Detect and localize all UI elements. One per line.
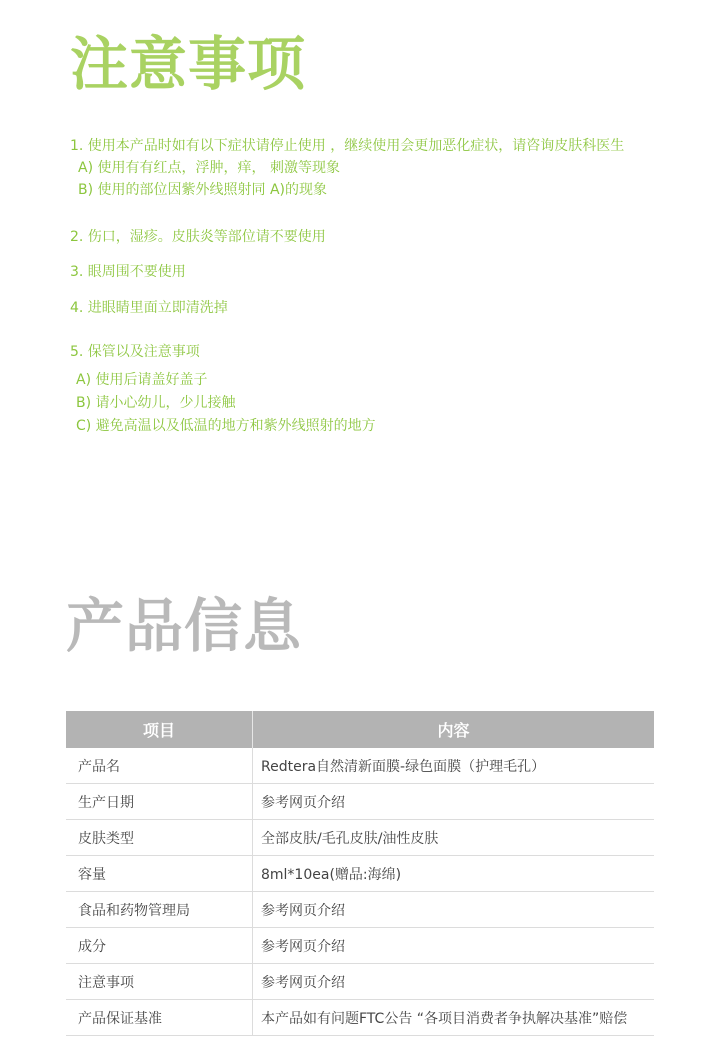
table-row	[66, 748, 654, 784]
notice-subitem: C) 避免高温以及低温的地方和紫外线照射的地方	[76, 418, 376, 434]
table-header-row	[66, 711, 654, 748]
row-key: 容量	[66, 856, 253, 892]
row-value: Redtera自然清新面膜-绿色面膜（护理毛孔）	[253, 748, 655, 784]
row-key: 成分	[66, 928, 253, 964]
row-value: 参考网页介绍	[253, 964, 655, 1000]
row-value: 参考网页介绍	[253, 784, 655, 820]
notice-subitem: A) 使用后请盖好盖子	[76, 372, 208, 388]
notice-title: 注意事项	[70, 30, 307, 98]
notice-item: 5. 保管以及注意事项	[70, 344, 200, 360]
table-header-value: 内容	[253, 711, 655, 748]
row-value: 本产品如有问题FTC公告 “各项目消费者争执解决基准”赔偿	[253, 1000, 655, 1036]
notice-item: 1. 使用本产品时如有以下症状请停止使用 ，继续使用会更加恶化症状，请咨询皮肤科医生	[70, 138, 625, 154]
table-row	[66, 1000, 654, 1036]
row-value: 参考网页介绍	[253, 892, 655, 928]
table-row	[66, 892, 654, 928]
row-key: 生产日期	[66, 784, 253, 820]
notice-item: 2. 伤口，湿疹。皮肤炎等部位请不要使用	[70, 229, 326, 245]
product-info-title: 产品信息	[66, 592, 303, 660]
notice-subitem: B) 请小心幼儿，少儿接触	[76, 395, 236, 411]
row-value: 参考网页介绍	[253, 928, 655, 964]
table-row	[66, 856, 654, 892]
product-info-table	[66, 711, 654, 1036]
table-row	[66, 784, 654, 820]
notice-subitem: B) 使用的部位因紫外线照射同 A)的现象	[78, 182, 328, 198]
row-key: 产品名	[66, 748, 253, 784]
row-key: 注意事项	[66, 964, 253, 1000]
notice-item: 3. 眼周围不要使用	[70, 264, 186, 280]
notice-subitem: A) 使用有有红点，浮肿，痒， 刺激等现象	[78, 160, 340, 176]
row-value: 全部皮肤/毛孔皮肤/油性皮肤	[253, 820, 655, 856]
row-value: 8ml*10ea(赠品:海绵)	[253, 856, 655, 892]
table-row	[66, 964, 654, 1000]
notice-item: 4. 进眼睛里面立即清洗掉	[70, 300, 228, 316]
table-header-key: 项目	[66, 711, 253, 748]
table-row	[66, 928, 654, 964]
table-row	[66, 820, 654, 856]
row-key: 皮肤类型	[66, 820, 253, 856]
row-key: 食品和药物管理局	[66, 892, 253, 928]
row-key: 产品保证基准	[66, 1000, 253, 1036]
